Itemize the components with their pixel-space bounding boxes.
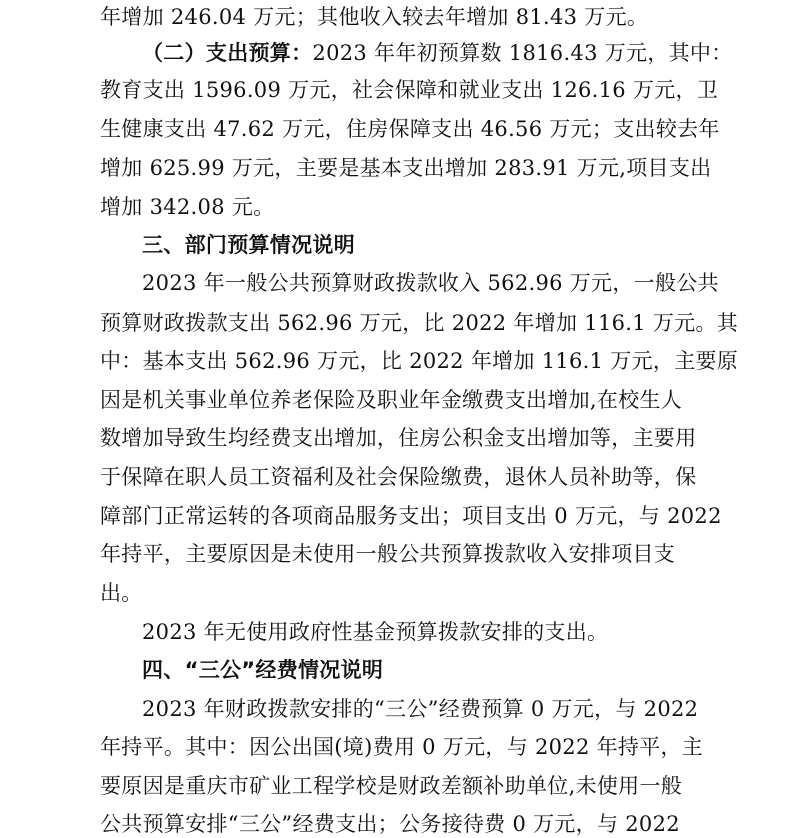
paragraph-line: 增加 342.08 元。 — [100, 195, 275, 219]
paragraph-line: 因是机关事业单位养老保险及职业年金缴费支出增加,在校生人 — [100, 388, 683, 412]
paragraph-line: 于保障在职人员工资福利及社会保险缴费，退休人员补助等，保 — [100, 465, 697, 489]
paragraph-line: 数增加导致生均经费支出增加，住房公积金支出增加等，主要用 — [100, 426, 697, 450]
expenditure-budget-line — [142, 40, 733, 66]
paragraph-line: 中：基本支出 562.96 万元，比 2022 年增加 116.1 万元，主要原 — [100, 349, 739, 373]
paragraph-line: 要原因是重庆市矿业工程学校是财政差额补助单位,未使用一般 — [100, 774, 683, 798]
paragraph-line: 2023 年无使用政府性基金预算拨款安排的支出。 — [142, 620, 609, 644]
paragraph-line: 教育支出 1596.09 万元，社会保障和就业支出 126.16 万元，卫 — [100, 78, 719, 102]
paragraph-line: 年持平。其中：因公出国(境)费用 0 万元，与 2022 年持平，主 — [100, 735, 704, 759]
paragraph-text: 2023 年年初预算数 1816.43 万元，其中： — [312, 41, 733, 65]
paragraph-line: 公共预算安排“三公”经费支出；公务接待费 0 万元，与 2022 — [100, 812, 680, 836]
paragraph-line: 预算财政拨款支出 562.96 万元，比 2022 年增加 116.1 万元。其 — [100, 311, 739, 335]
paragraph-line: 2023 年财政拨款安排的“三公”经费预算 0 万元，与 2022 — [142, 697, 699, 721]
section-heading-3: 三、部门预算情况说明 — [142, 233, 355, 257]
section-subheading: （二）支出预算： — [142, 40, 313, 65]
paragraph-line: 障部门正常运转的各项商品服务支出；项目支出 0 万元，与 2022 — [100, 504, 722, 528]
paragraph-line: 年增加 246.04 万元；其他收入较去年增加 81.43 万元。 — [100, 5, 649, 29]
paragraph-line: 生健康支出 47.62 万元，住房保障支出 46.56 万元；支出较去年 — [100, 117, 720, 141]
paragraph-line: 出。 — [100, 581, 143, 605]
paragraph-line: 增加 625.99 万元，主要是基本支出增加 283.91 万元,项目支出 — [100, 156, 712, 180]
paragraph-line: 年持平，主要原因是未使用一般公共预算拨款收入安排项目支 — [100, 542, 676, 566]
section-heading-4: 四、“三公”经费情况说明 — [142, 658, 384, 682]
paragraph-line: 2023 年一般公共预算财政拨款收入 562.96 万元，一般公共 — [142, 271, 719, 295]
